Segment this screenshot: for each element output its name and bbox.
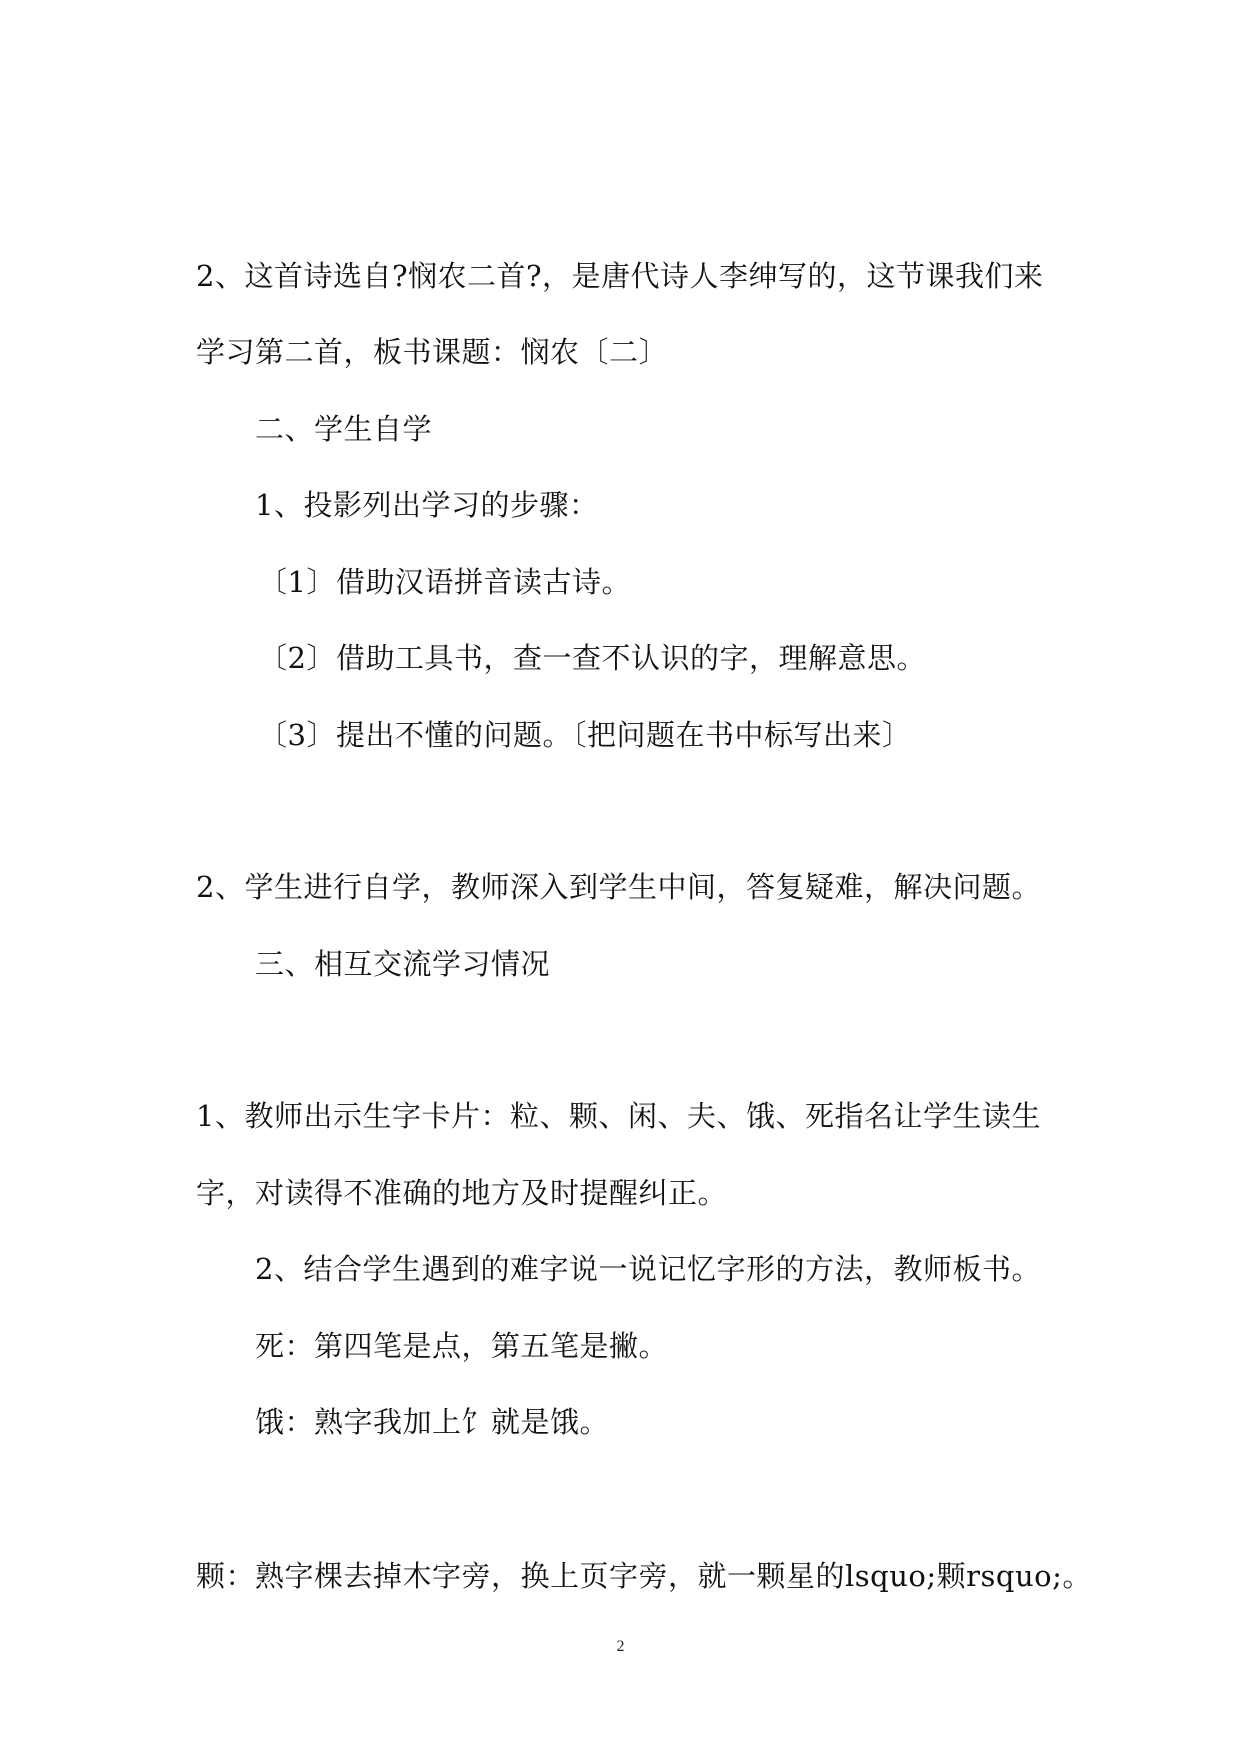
paragraph-line: 死：第四笔是点，第五笔是撇。 <box>255 1329 669 1363</box>
section-heading: 三、相互交流学习情况 <box>255 947 551 981</box>
paragraph-line: 饿：熟字我加上饣就是饿。 <box>255 1405 610 1439</box>
paragraph-line: 学习第二首，板书课题：悯农〔二〕 <box>196 335 669 369</box>
paragraph-line: 颗：熟字棵去掉木字旁，换上页字旁，就一颗星的lsquo;颗rsquo;。 <box>196 1559 1092 1593</box>
paragraph-line: 2、学生进行自学，教师深入到学生中间，答复疑难，解决问题。 <box>196 870 1041 904</box>
paragraph-line: 1、投影列出学习的步骤： <box>255 488 599 522</box>
page-number: 2 <box>616 1638 625 1655</box>
paragraph-line: 字，对读得不准确的地方及时提醒纠正。 <box>196 1176 728 1210</box>
list-item: 〔1〕借助汉语拼音读古诗。 <box>258 565 631 599</box>
section-heading: 二、学生自学 <box>255 412 433 446</box>
paragraph-line: 2、结合学生遇到的难字说一说记忆字形的方法，教师板书。 <box>255 1252 1041 1286</box>
paragraph-line: 1、教师出示生字卡片：粒、颗、闲、夫、饿、死指名让学生读生 <box>196 1099 1041 1133</box>
list-item: 〔2〕借助工具书，查一查不认识的字，理解意思。 <box>258 641 926 675</box>
paragraph-line: 2、这首诗选自?悯农二首?，是唐代诗人李绅写的，这节课我们来 <box>196 259 1044 293</box>
list-item: 〔3〕提出不懂的问题。〔把问题在书中标写出来〕 <box>258 718 912 752</box>
